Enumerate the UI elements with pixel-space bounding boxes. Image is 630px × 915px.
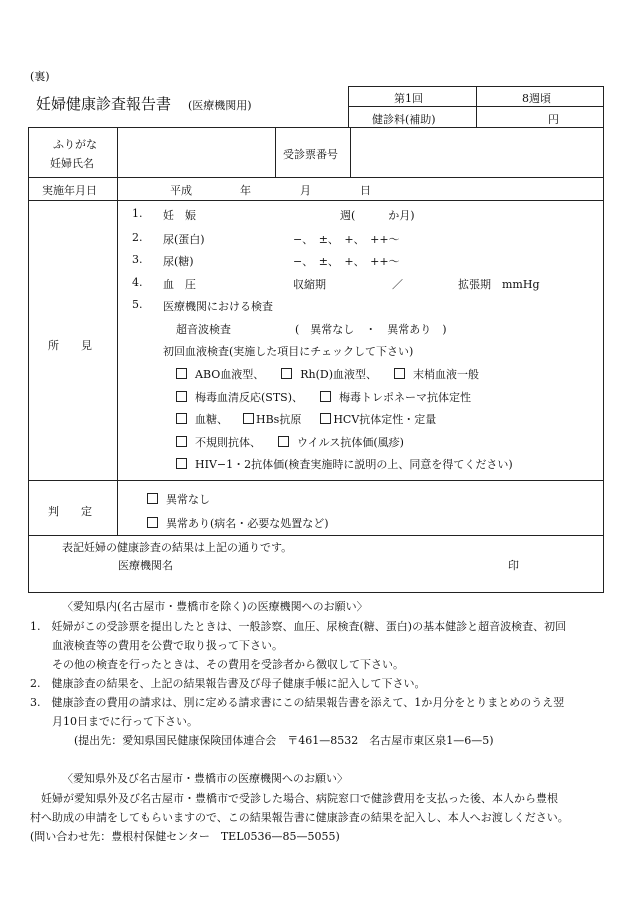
systolic-label: 収縮期: [293, 278, 326, 291]
item-number: 4.: [132, 276, 143, 289]
patient-name-field[interactable]: [119, 132, 273, 174]
checkbox[interactable]: [281, 368, 292, 379]
clinic-tests-label: 医療機関における検査: [163, 300, 273, 313]
visit-number: 第1回: [394, 92, 423, 105]
document-title: 妊婦健康診査報告書: [36, 95, 172, 113]
blood-test-intro: 初回血液検査(実施した項目にチェックして下さい): [163, 345, 414, 358]
checkbox[interactable]: [243, 413, 254, 424]
checkbox[interactable]: [176, 436, 187, 447]
urine-sugar-label: 尿(糖): [163, 255, 194, 268]
notice-in-line: 1. 妊婦がこの受診票を提出したときは、一般診察、血圧、尿検査(糖、蛋白)の基本健診と超音波検査、初回: [30, 620, 567, 633]
notice-in-line: 3. 健康診査の費用の請求は、別に定める請求書にこの結果報告書を添えて、1か月分をとりまとめのうえ翌: [30, 696, 565, 709]
notice-out-line: 妊婦が愛知県外及び名古屋市・豊橋市で受診した場合、病院窓口で健診費用を支払った後、本人から豊根: [30, 792, 558, 805]
ultrasound-options[interactable]: ( 異常なし ・ 異常あり ): [295, 323, 447, 336]
ticket-number-field[interactable]: [353, 132, 601, 174]
exam-date-label: 実施年月日: [42, 184, 97, 197]
pregnancy-weeks-field[interactable]: 週( か月): [340, 209, 415, 222]
bp-slash: ／: [392, 278, 403, 291]
checkbox[interactable]: [394, 368, 405, 379]
checkbox[interactable]: [320, 413, 331, 424]
era-label: 平成: [170, 184, 192, 197]
urine-protein-options[interactable]: −、 ±、 +、 ++〜: [293, 233, 400, 246]
item-number: 3.: [132, 253, 143, 266]
pregnancy-label: 妊 娠: [163, 209, 196, 222]
fee-label: 健診料(補助): [372, 113, 436, 126]
year-label: 年: [240, 184, 251, 197]
notice-in-line: (提出先：愛知県国民健康保険団体連合会 〒461—8532 名古屋市東区泉1—6—5): [30, 734, 494, 747]
certify-text: 表記妊婦の健康診査の結果は上記の通りです。: [62, 541, 293, 554]
checkbox[interactable]: [176, 413, 187, 424]
notice-in-line: その他の検査を行ったときは、その費用を受診者から徴収して下さい。: [30, 658, 404, 671]
notice-out-line: 村へ助成の申請をしてもらいますので、この結果報告書に健康診査の結果を記入し、本人へお渡しください。: [30, 811, 569, 824]
blood-row-3: 血糖、 HBs抗原 HCV抗体定性・定量: [176, 411, 436, 427]
side-label: (裏): [30, 70, 50, 83]
checkbox[interactable]: [147, 517, 158, 528]
urine-sugar-options[interactable]: −、 ±、 +、 ++〜: [293, 255, 400, 268]
blood-pressure-label: 血 圧: [163, 278, 196, 291]
diastolic-label: 拡張期 mmHg: [458, 278, 540, 291]
checkbox[interactable]: [176, 368, 187, 379]
judgment-abnormal[interactable]: 異常あり(病名・必要な処置など): [147, 515, 329, 531]
patient-name-label: 妊婦氏名: [50, 157, 94, 170]
notice-in-title: 〈愛知県内(名古屋市・豊橋市を除く)の医療機関へのお願い〉: [62, 600, 368, 613]
fee-unit: 円: [548, 113, 559, 126]
checkbox[interactable]: [176, 458, 187, 469]
findings-label: 所 見: [48, 339, 92, 352]
week-estimate: 8週頃: [522, 92, 551, 105]
seal-label: 印: [508, 559, 519, 572]
blood-row-1: ABO血液型、 Rh(D)血液型、 末梢血液一般: [176, 366, 479, 382]
month-label: 月: [300, 184, 311, 197]
ticket-number-label: 受診票番号: [283, 148, 338, 161]
item-number: 1.: [132, 207, 143, 220]
item-number: 5.: [132, 298, 143, 311]
urine-protein-label: 尿(蛋白): [163, 233, 205, 246]
institution-label: 医療機関名: [118, 559, 173, 572]
blood-row-2: 梅毒血清反応(STS)、 梅毒トレポネーマ抗体定性: [176, 389, 471, 405]
judgment-normal[interactable]: 異常なし: [147, 491, 210, 507]
day-label: 日: [360, 184, 371, 197]
checkbox[interactable]: [278, 436, 289, 447]
judgment-label: 判 定: [48, 505, 92, 518]
notice-in-line: 2. 健康診査の結果を、上記の結果報告書及び母子健康手帳に記入して下さい。: [30, 677, 426, 690]
blood-row-4: 不規則抗体、 ウイルス抗体価(風疹): [176, 434, 404, 450]
notice-out-contact: (問い合わせ先：豊根村保健センター TEL0536—85—5055): [30, 830, 340, 843]
notice-in-line: 血液検査等の費用を公費で取り扱って下さい。: [30, 639, 283, 652]
ultrasound-label: 超音波検査: [176, 323, 231, 336]
notice-out-title: 〈愛知県外及び名古屋市・豊橋市の医療機関へのお願い〉: [62, 772, 348, 785]
item-number: 2.: [132, 231, 143, 244]
notice-in-line: 月10日までに行って下さい。: [30, 715, 198, 728]
blood-row-5: HIV−1・2抗体価(検査実施時に説明の上、同意を得てください): [176, 456, 513, 472]
checkbox[interactable]: [320, 391, 331, 402]
document-subtitle: (医療機関用): [188, 99, 252, 112]
checkbox[interactable]: [147, 493, 158, 504]
furigana-label: ふりがな: [53, 138, 97, 151]
checkbox[interactable]: [176, 391, 187, 402]
